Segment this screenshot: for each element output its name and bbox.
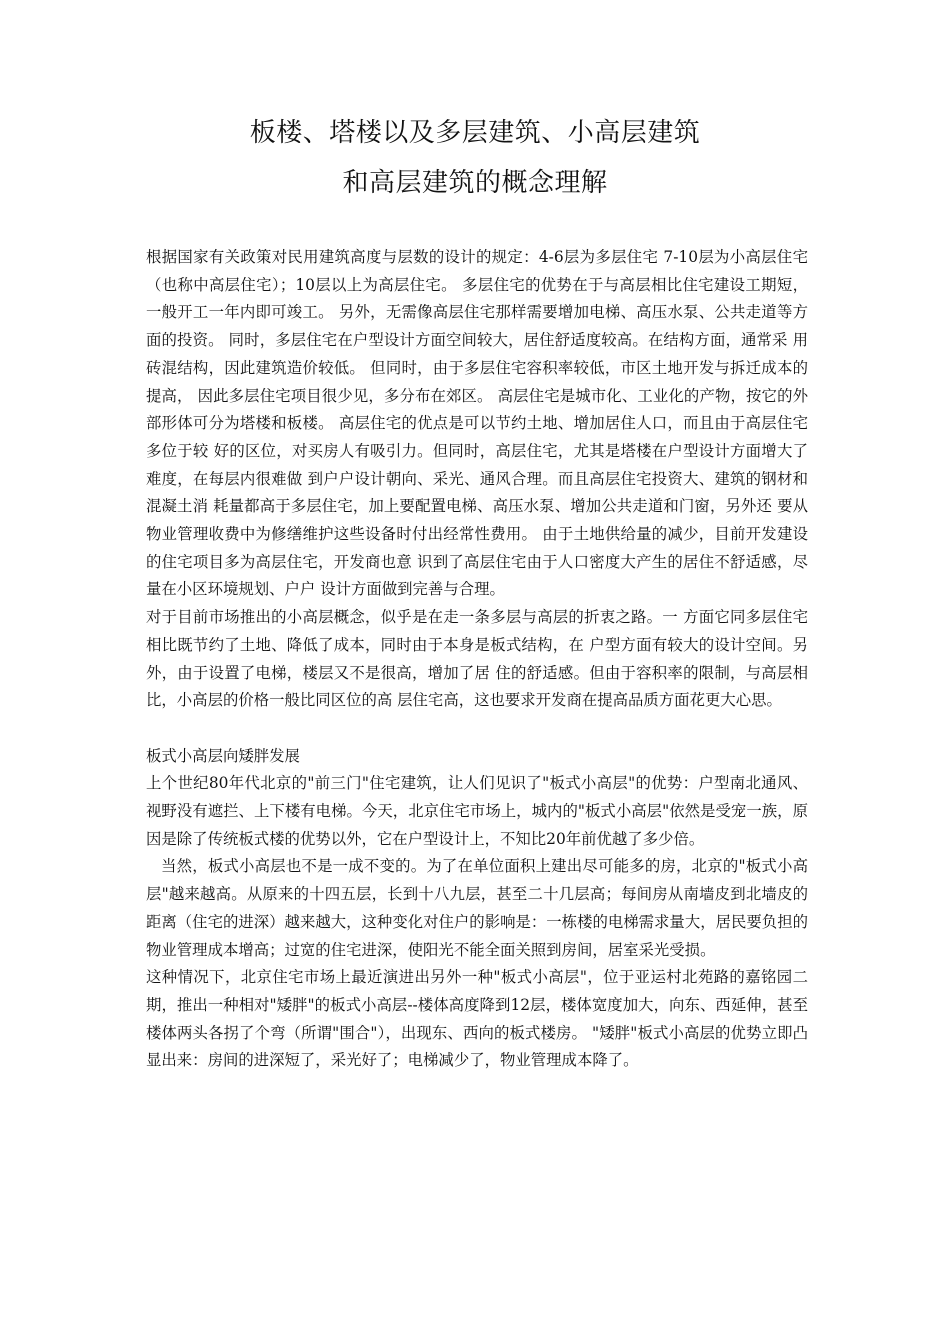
paragraph-qianmen-history: 上个世纪80年代北京的"前三门"住宅建筑，让人们见识了"板式小高层"的优势：户型南北通风、视野没有遮拦、上下楼有电梯。今天，北京住宅市场上，城内的"板式小高层"依然是受宠一族，原因是除了传统板式楼的优势以外，它在户型设计上，不知比20年前优越了多少倍。 bbox=[146, 774, 808, 848]
document-title bbox=[0, 108, 950, 208]
paragraph-building-regulations: 根据国家有关政策对民用建筑高度与层数的设计的规定：4-6层为多层住宅 7-10层为小高层住宅（也称中高层住宅）；10层以上为高层住宅。 多层住宅的优势在于与高层相比住宅建设工期短，一般开工一年内即可竣工。 另外，无需像高层住宅那样需要增加电梯、高压水泵、公共走道等方面的投资。 同时，多层住宅在户型设计方面空间较大，居住舒适度较高。在结构方面，通常采 用砖混结构，因此建筑造价较低。 但同时，由于多层住宅容积率较低，市区土地开发与拆迁成本的提高， 因此多层住宅项目很少见，多分布在郊区。 高层住宅是城市化、工业化的产物，按它的外部形体可分为塔楼和板楼。 高层住宅的优点是可以节约土地、增加居住人口，而且由于高层住宅多位于较 好的区位，对买房人有吸引力。但同时，高层住宅，尤其是塔楼在户型设计方面增大了难度，在每层内很难做 到户户设计朝向、采光、通风合理。而且高层住宅投资大、建筑的钢材和混凝土消 耗量都高于多层住宅，加上要配置电梯、高压水泵、增加公共走道和门窗，另外还 要从物业管理收费中为修缮维护这些设备时付出经常性费用。 由于土地供给量的减少，目前开发建设的住宅项目多为高层住宅，开发商也意 识到了高层住宅由于人口密度大产生的居住不舒适感，尽量在小区环境规划、户户 设计方面做到完善与合理。 bbox=[146, 248, 808, 599]
document-body bbox=[146, 244, 808, 1075]
paragraph-spacer bbox=[146, 715, 808, 743]
paragraph-small-high-rise-concept: 对于目前市场推出的小高层概念，似乎是在走一条多层与高层的折衷之路。一 方面它同多层住宅相比既节约了土地、降低了成本，同时由于本身是板式结构，在 户型方面有较大的设计空间。另外，由于设置了电梯，楼层又不是很高，增加了居 住的舒适感。但由于容积率的限制，与高层相比，小高层的价格一般比同区位的高 层住宅高，这也要求开发商在提高品质方面花更大心思。 bbox=[146, 608, 808, 710]
paragraph-jiamingyuan-example: 这种情况下，北京住宅市场上最近演进出另外一种"板式小高层"，位于亚运村北苑路的嘉铭园二期，推出一种相对"矮胖"的板式小高层--楼体高度降到12层，楼体宽度加大，向东、西延伸，甚至楼体两头各拐了个弯（所谓"围合"），出现东、西向的板式楼房。 "矮胖"板式小高层的优势立即凸显出来：房间的进深短了，采光好了；电梯减少了，物业管理成本降了。 bbox=[146, 968, 808, 1070]
section-heading: 板式小高层向矮胖发展 bbox=[146, 746, 300, 765]
paragraph-slab-changes: 当然，板式小高层也不是一成不变的。为了在单位面积上建出尽可能多的房，北京的"板式小高层"越来越高。从原来的十四五层，长到十八九层，甚至二十几层高；每间房从南墙皮到北墙皮的距离（住宅的进深）越来越大，这种变化对住户的影响是：一栋楼的电梯需求量大，居民要负担的物业管理成本增高；过宽的住宅进深，使阳光不能全面关照到房间，居室采光受损。 bbox=[146, 857, 808, 959]
title-line-1: 板楼、塔楼以及多层建筑、小高层建筑 bbox=[249, 118, 701, 148]
title-line-2: 和高层建筑的概念理解 bbox=[342, 168, 608, 198]
